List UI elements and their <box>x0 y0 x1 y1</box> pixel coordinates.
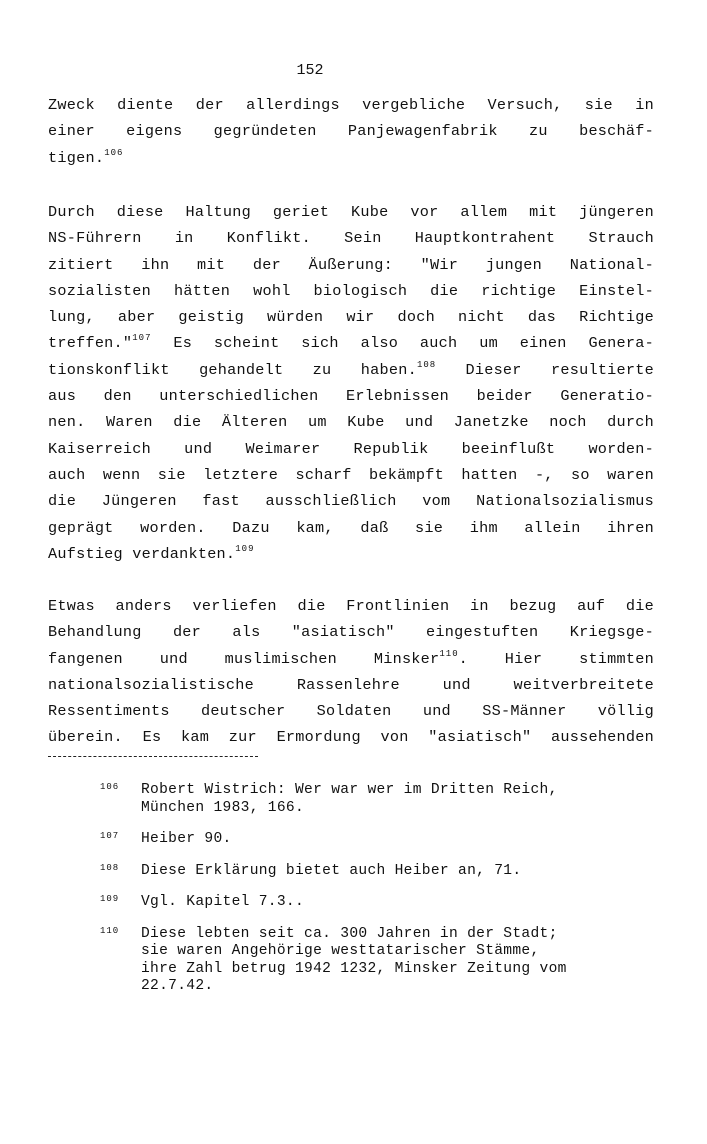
line-text-after: Es scheint sich also auch um einen Genera- <box>151 334 654 353</box>
line-text-after: . Hier stimmten <box>458 649 654 668</box>
line-text: Kaiserreich und Weimarer Republik beeinflußt worden- <box>48 439 654 458</box>
text-line <box>48 252 654 278</box>
footnote-number: 110 <box>100 925 120 936</box>
line-text: tigen. <box>48 148 105 167</box>
footnote-ref[interactable]: 110 <box>439 648 459 659</box>
line-text: treffen." <box>48 334 133 353</box>
paragraph-3 <box>48 593 654 751</box>
text-line <box>48 488 654 514</box>
text-line <box>48 541 654 567</box>
line-text: zitiert ihn mit der Äußerung: "Wir jungen National- <box>48 255 654 274</box>
line-text: Etwas anders verliefen die Frontlinien in bezug auf die <box>48 597 654 615</box>
text-line <box>48 92 654 118</box>
line-text: sozialisten hätten wohl biologisch die richtige Einstel- <box>48 281 654 300</box>
footnote-text: Robert Wistrich: Wer war wer im Dritten Reich, München 1983, 166. <box>141 782 558 816</box>
text-line <box>48 619 654 645</box>
line-text: Ressentiments deutscher Soldaten und SS-Männer völlig <box>48 702 654 721</box>
page-number: 152 <box>296 62 324 79</box>
line-text-after: Dieser resultierte <box>436 360 655 379</box>
footnote-108 <box>100 863 660 881</box>
line-text: NS-Führern in Konflikt. Sein Hauptkontrahent Strauch <box>48 229 654 248</box>
text-line <box>48 199 654 225</box>
line-text: die Jüngeren fast ausschließlich vom Nationalsozialismus <box>48 492 654 511</box>
line-text: nen. Waren die Älteren um Kube und Janetzke noch durch <box>48 413 654 432</box>
text-line <box>48 304 654 330</box>
line-text: lung, aber geistig würden wir doch nicht das Richtige <box>48 308 654 327</box>
text-line <box>48 145 654 171</box>
line-text: nationalsozialistische Rassenlehre und weitverbreitete <box>48 675 654 694</box>
footnote-ref[interactable]: 106 <box>104 147 124 158</box>
footnote-text: Vgl. Kapitel 7.3.. <box>141 894 305 910</box>
line-text: überein. Es kam zur Ermordung von "asiatisch" aussehenden <box>48 728 654 747</box>
text-line <box>48 383 654 409</box>
text-line <box>48 409 654 435</box>
footnote-number: 106 <box>100 782 120 792</box>
footnote-number: 109 <box>100 894 120 904</box>
footnotes <box>100 782 660 1010</box>
line-text: Behandlung der als "asiatisch" eingestuften Kriegsge- <box>48 623 654 642</box>
footnote-ref[interactable]: 109 <box>235 543 255 554</box>
footnote-text: Diese Erklärung bietet auch Heiber an, 71. <box>141 862 522 879</box>
text-line <box>48 278 654 304</box>
line-text: einer eigens gegründeten Panjewagenfabrik zu beschäf- <box>48 122 654 141</box>
footnote-107 <box>100 831 660 849</box>
text-line <box>48 646 654 672</box>
footnote-separator <box>48 756 258 757</box>
line-text: Durch diese Haltung geriet Kube vor allem mit jüngeren <box>48 203 654 221</box>
line-text: fangenen und muslimischen Minsker <box>48 649 440 668</box>
line-text: Zweck diente der allerdings vergebliche Versuch, sie in <box>48 96 654 114</box>
line-text: tionskonflikt gehandelt zu haben. <box>48 360 417 379</box>
footnote-number: 108 <box>100 862 120 873</box>
paragraph-2 <box>48 199 654 567</box>
footnote-text: Heiber 90. <box>141 831 232 847</box>
text-line <box>48 672 654 698</box>
text-line <box>48 330 654 356</box>
paragraph-1 <box>48 92 654 171</box>
footnote-106 <box>100 782 660 817</box>
line-text: auch wenn sie letztere scharf bekämpft hatten -, so waren <box>48 465 654 484</box>
footnote-number: 107 <box>100 831 120 841</box>
text-line <box>48 225 654 251</box>
text-line <box>48 357 654 383</box>
footnote-ref[interactable]: 108 <box>416 359 437 370</box>
text-line <box>48 118 654 144</box>
footnote-109 <box>100 894 660 912</box>
text-line <box>48 698 654 724</box>
text-line <box>48 515 654 541</box>
text-line <box>48 724 654 750</box>
footnote-text: Diese lebten seit ca. 300 Jahren in der Stadt; sie waren Angehörige westtatarischer Stämme, ihre Zahl betrug 1942 1232, Minsker Zeitung vom 22.7.42. <box>141 925 567 994</box>
text-line <box>48 436 654 462</box>
line-text: geprägt worden. Dazu kam, daß sie ihm allein ihren <box>48 518 654 537</box>
line-text: Aufstieg verdankten. <box>48 544 236 563</box>
footnote-ref[interactable]: 107 <box>132 333 152 344</box>
text-line <box>48 593 654 619</box>
text-line <box>48 462 654 488</box>
line-text: aus den unterschiedlichen Erlebnissen beider Generatio- <box>48 387 654 406</box>
footnote-110 <box>100 926 660 996</box>
